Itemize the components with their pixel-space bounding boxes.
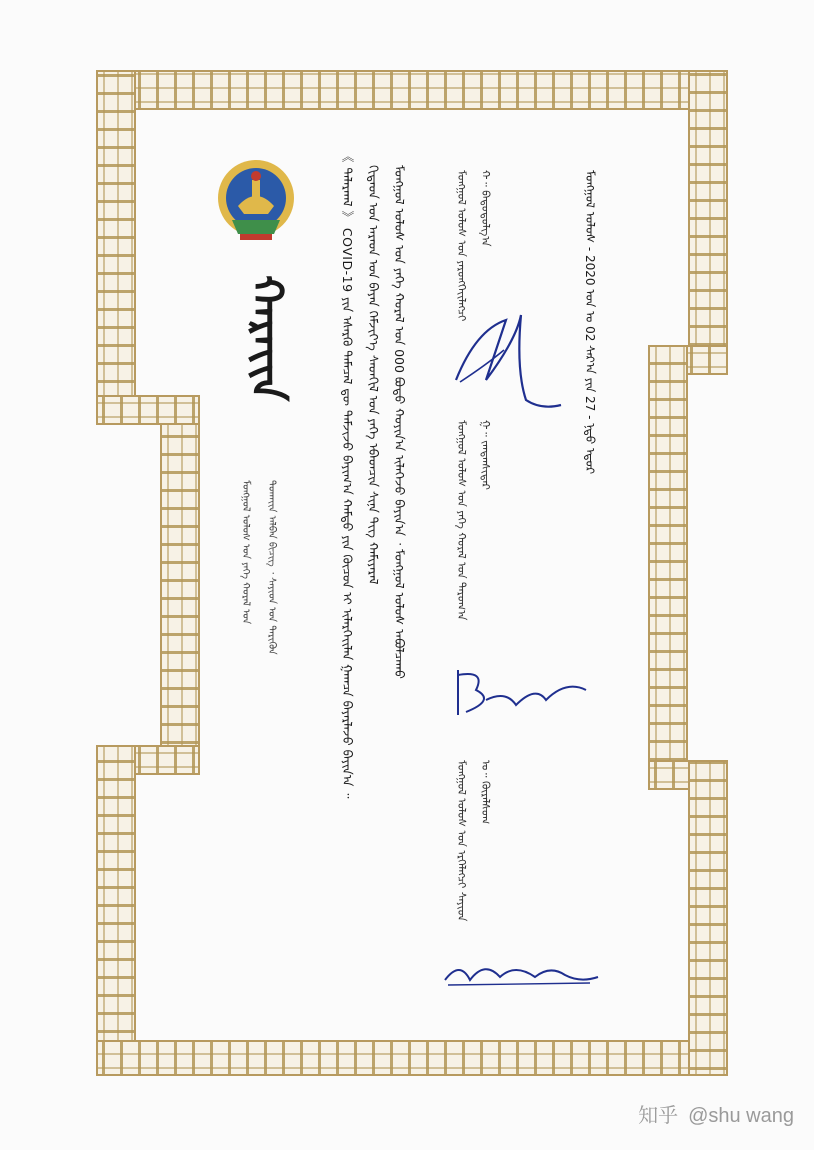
date-line: ᠮᠣᠩᠭᠣᠯ ᠤᠯᠤᠰ - 2020 ᠣᠨ ᠤ 02 ᠰᠠᠷ᠎ᠠ ᠶᠢᠨ 27 - ᠨᠳᠦ ᠡᠳᠦᠷ: [583, 170, 597, 475]
signatory-1-label: ᠮᠣᠩᠭᠣᠯ ᠤᠯᠤᠰ ᠤᠨ ᠶᠡᠷᠦᠩᠬᠡᠶ᠋ᠢᠯᠡᠭᠴᠢ: [455, 170, 468, 322]
issuer-line-1: ᠮᠣᠩᠭᠣᠯ ᠤᠯᠤᠰ ᠤᠨ ᠶᠡᠬᠡ ᠬᠤᠷᠠᠯ ᠤᠨ: [240, 480, 251, 625]
body-line-2: ᠬᠢᠲᠠᠳ ᠤᠨ ᠠᠷᠠᠳ ᠤᠨ ᠪᠠᠶᠠᠨ ᠬᠡᠮᠵᠢᠶ᠎ᠡ ᠰᠡᠳᠭᠢᠯ ᠤᠨ ᠶᠡᠬᠡ ᠡᠪᠡᠳᠴᠢᠨ ᠰᠢᠨᠡ ᠲᠢᠭ ᠬᠠᠮᠢᠶᠠᠷᠠᠯ: [366, 165, 381, 585]
border-left-lower: [96, 745, 136, 1075]
body-line-3: ᠮᠣᠩᠭᠣᠯ ᠤᠯᠤᠰ ᠤᠨ ᠶᠡᠬᠡ ᠬᠤᠷᠠᠯ ᠤᠨ 000 ᠪᠣᠳᠣ ᠬᠣᠶᠢᠨ᠎ᠠ ᠢᠯᠡᠭᠡᠵᠦ ᠪᠠᠶᠢᠨ᠎ᠠ ᠂ ᠮᠣᠩᠭᠣᠯ ᠤᠯᠤᠰ ᠠᠪᠤᠯᠴᠠᠬᠤ: [392, 165, 407, 679]
watermark-logo: 知乎: [638, 1105, 679, 1127]
border-bottom: [96, 1040, 728, 1076]
signatory-2-label: ᠮᠣᠩᠭᠣᠯ ᠤᠯᠤᠰ ᠤᠨ ᠶᠡᠬᠡ ᠬᠤᠷᠠᠯ ᠤᠨ ᠳᠠᠷᠤᠭ᠎ᠠ: [455, 420, 468, 621]
signatory-3-name: ᠤ᠃ ᠬᠦᠷᠡᠯᠰᠦᠬ: [479, 760, 492, 825]
border-left-middle: [160, 420, 200, 750]
border-right-middle: [648, 345, 688, 785]
certificate-title: ᠬᠠᠷᠠᠶ᠋ᠢᠨ: [241, 275, 292, 402]
state-emblem-icon: [214, 156, 298, 244]
border-right-upper: [688, 70, 728, 370]
signatory-2-name: ᠭ᠃ ᠵᠠᠨᠳᠠᠨᠰᠢᠲᠠᠷ: [479, 420, 492, 490]
signatory-3-label: ᠮᠣᠩᠭᠣᠯ ᠤᠯᠤᠰ ᠤᠨ ᠡᠷᠬᠡᠯᠡᠭᠴᠢ ᠰᠠᠶᠢᠳ: [455, 760, 468, 922]
border-top: [96, 70, 728, 110]
watermark: [638, 1099, 794, 1128]
border-left-notch-top: [96, 395, 200, 425]
issuer-line-2: ᠲᠤᠬᠠᠶ᠋ᠢᠨ ᠠᠯᠪᠠᠨ ᠪᠢᠴᠢᠭ ᠂ ᠰᠠᠶᠢᠳ ᠤᠨ ᠲᠡᠷᠢᠭᠦᠨ: [266, 480, 277, 655]
signature-2: [446, 660, 596, 730]
signature-3: [440, 955, 600, 995]
border-left-upper: [96, 70, 136, 425]
border-right-lower: [688, 760, 728, 1076]
body-line-1: 《 ᠲᠠᠯᠠᠷᠬᠠᠯ 》 COVID-19 ᠶᠢᠨ ᠡᠰᠡᠷᠭᠦ ᠲᠡᠮᠡᠴᠡᠯ ᠳᠦ ᠳᠡᠮᠵᠢᠵᠦ ᠪᠠᠶᠢᠭ᠎ᠠ ᠬᠠᠮᠲᠤ ᠶᠢᠨ ᠬᠦᠴᠦᠨ ᠢ ᠢᠯᠡᠷᠬᠡᠶ᠋ᠢᠯᠡᠨ ᠭᠠᠭᠴᠠ ᠪᠠᠶᠠᠷᠯᠠᠵᠤ ᠪᠠᠶᠢᠨ᠎ᠠ ᠃: [340, 150, 355, 799]
watermark-author: @shu wang: [688, 1105, 794, 1127]
signature-1: [446, 310, 566, 420]
signatory-1-name: ᠬ᠃ ᠪᠠᠲᠤᠲᠦᠯᠭ᠎ᠠ: [479, 170, 492, 247]
